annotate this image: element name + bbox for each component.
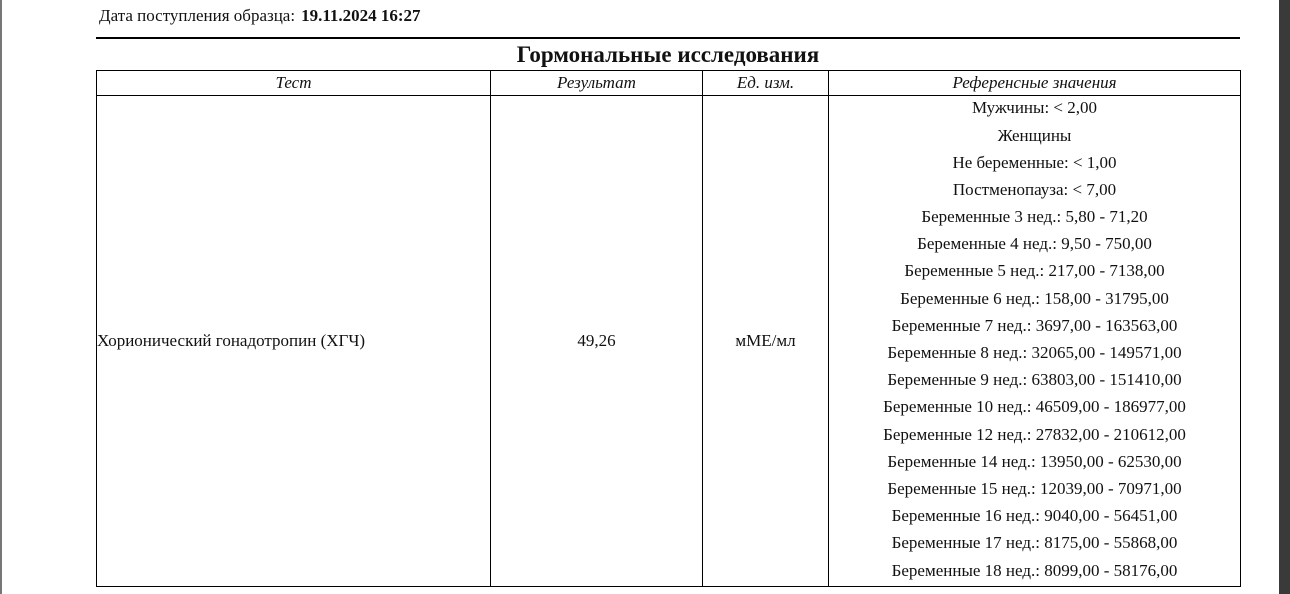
unit-cell: мМЕ/мл — [703, 96, 829, 587]
table-header-row — [97, 71, 1241, 96]
results-table — [96, 70, 1241, 587]
section-title: Гормональные исследования — [516, 42, 820, 67]
reference-line: Беременные 5 нед.: 217,00 - 7138,00 — [904, 261, 1165, 281]
reference-line: Женщины — [997, 125, 1072, 145]
reference-line: Беременные 7 нед.: 3697,00 - 163563,00 — [891, 315, 1178, 335]
reference-values-cell — [829, 96, 1241, 587]
reference-line: Беременные 18 нед.: 8099,00 - 58176,00 — [891, 560, 1178, 580]
reference-line: Беременные 3 нед.: 5,80 - 71,20 — [921, 207, 1148, 227]
table-row — [97, 96, 1241, 587]
test-name-cell: Хорионический гонадотропин (ХГЧ) — [97, 96, 491, 587]
reference-line: Беременные 17 нед.: 8175,00 - 55868,00 — [891, 533, 1178, 553]
sample-received-line — [99, 6, 421, 26]
reference-line: Не беременные: < 1,00 — [952, 152, 1117, 172]
reference-line: Беременные 12 нед.: 27832,00 - 210612,00 — [883, 424, 1186, 444]
reference-line: Беременные 8 нед.: 32065,00 - 149571,00 — [887, 343, 1182, 362]
reference-line: Постменопауза: < 7,00 — [952, 179, 1117, 199]
sample-received-label: Дата поступления образца: — [99, 6, 296, 25]
reference-line: Мужчины: < 2,00 — [971, 98, 1098, 118]
reference-line: Беременные 4 нед.: 9,50 - 750,00 — [917, 234, 1152, 254]
reference-line: Беременные 9 нед.: 63803,00 - 151410,00 — [887, 370, 1182, 390]
reference-line: Беременные 14 нед.: 13950,00 - 62530,00 — [887, 451, 1182, 471]
reference-line: Беременные 15 нед.: 12039,00 - 70971,00 — [887, 478, 1182, 498]
column-header-reference: Референсные значения — [829, 71, 1241, 96]
scrollbar-track[interactable] — [1279, 0, 1290, 594]
reference-line: Беременные 6 нед.: 158,00 - 31795,00 — [900, 288, 1169, 308]
column-header-unit: Ед. изм. — [703, 71, 829, 96]
header-divider — [96, 37, 1240, 39]
result-value-cell: 49,26 — [491, 96, 703, 587]
reference-line: Беременные 16 нед.: 9040,00 - 56451,00 — [891, 506, 1178, 526]
window-edge-left — [0, 0, 2, 594]
reference-line: Беременные 10 нед.: 46509,00 - 186977,00 — [883, 397, 1186, 417]
sample-received-value: 19.11.2024 16:27 — [301, 6, 421, 25]
column-header-test: Тест — [97, 71, 491, 96]
column-header-result: Результат — [491, 71, 703, 96]
